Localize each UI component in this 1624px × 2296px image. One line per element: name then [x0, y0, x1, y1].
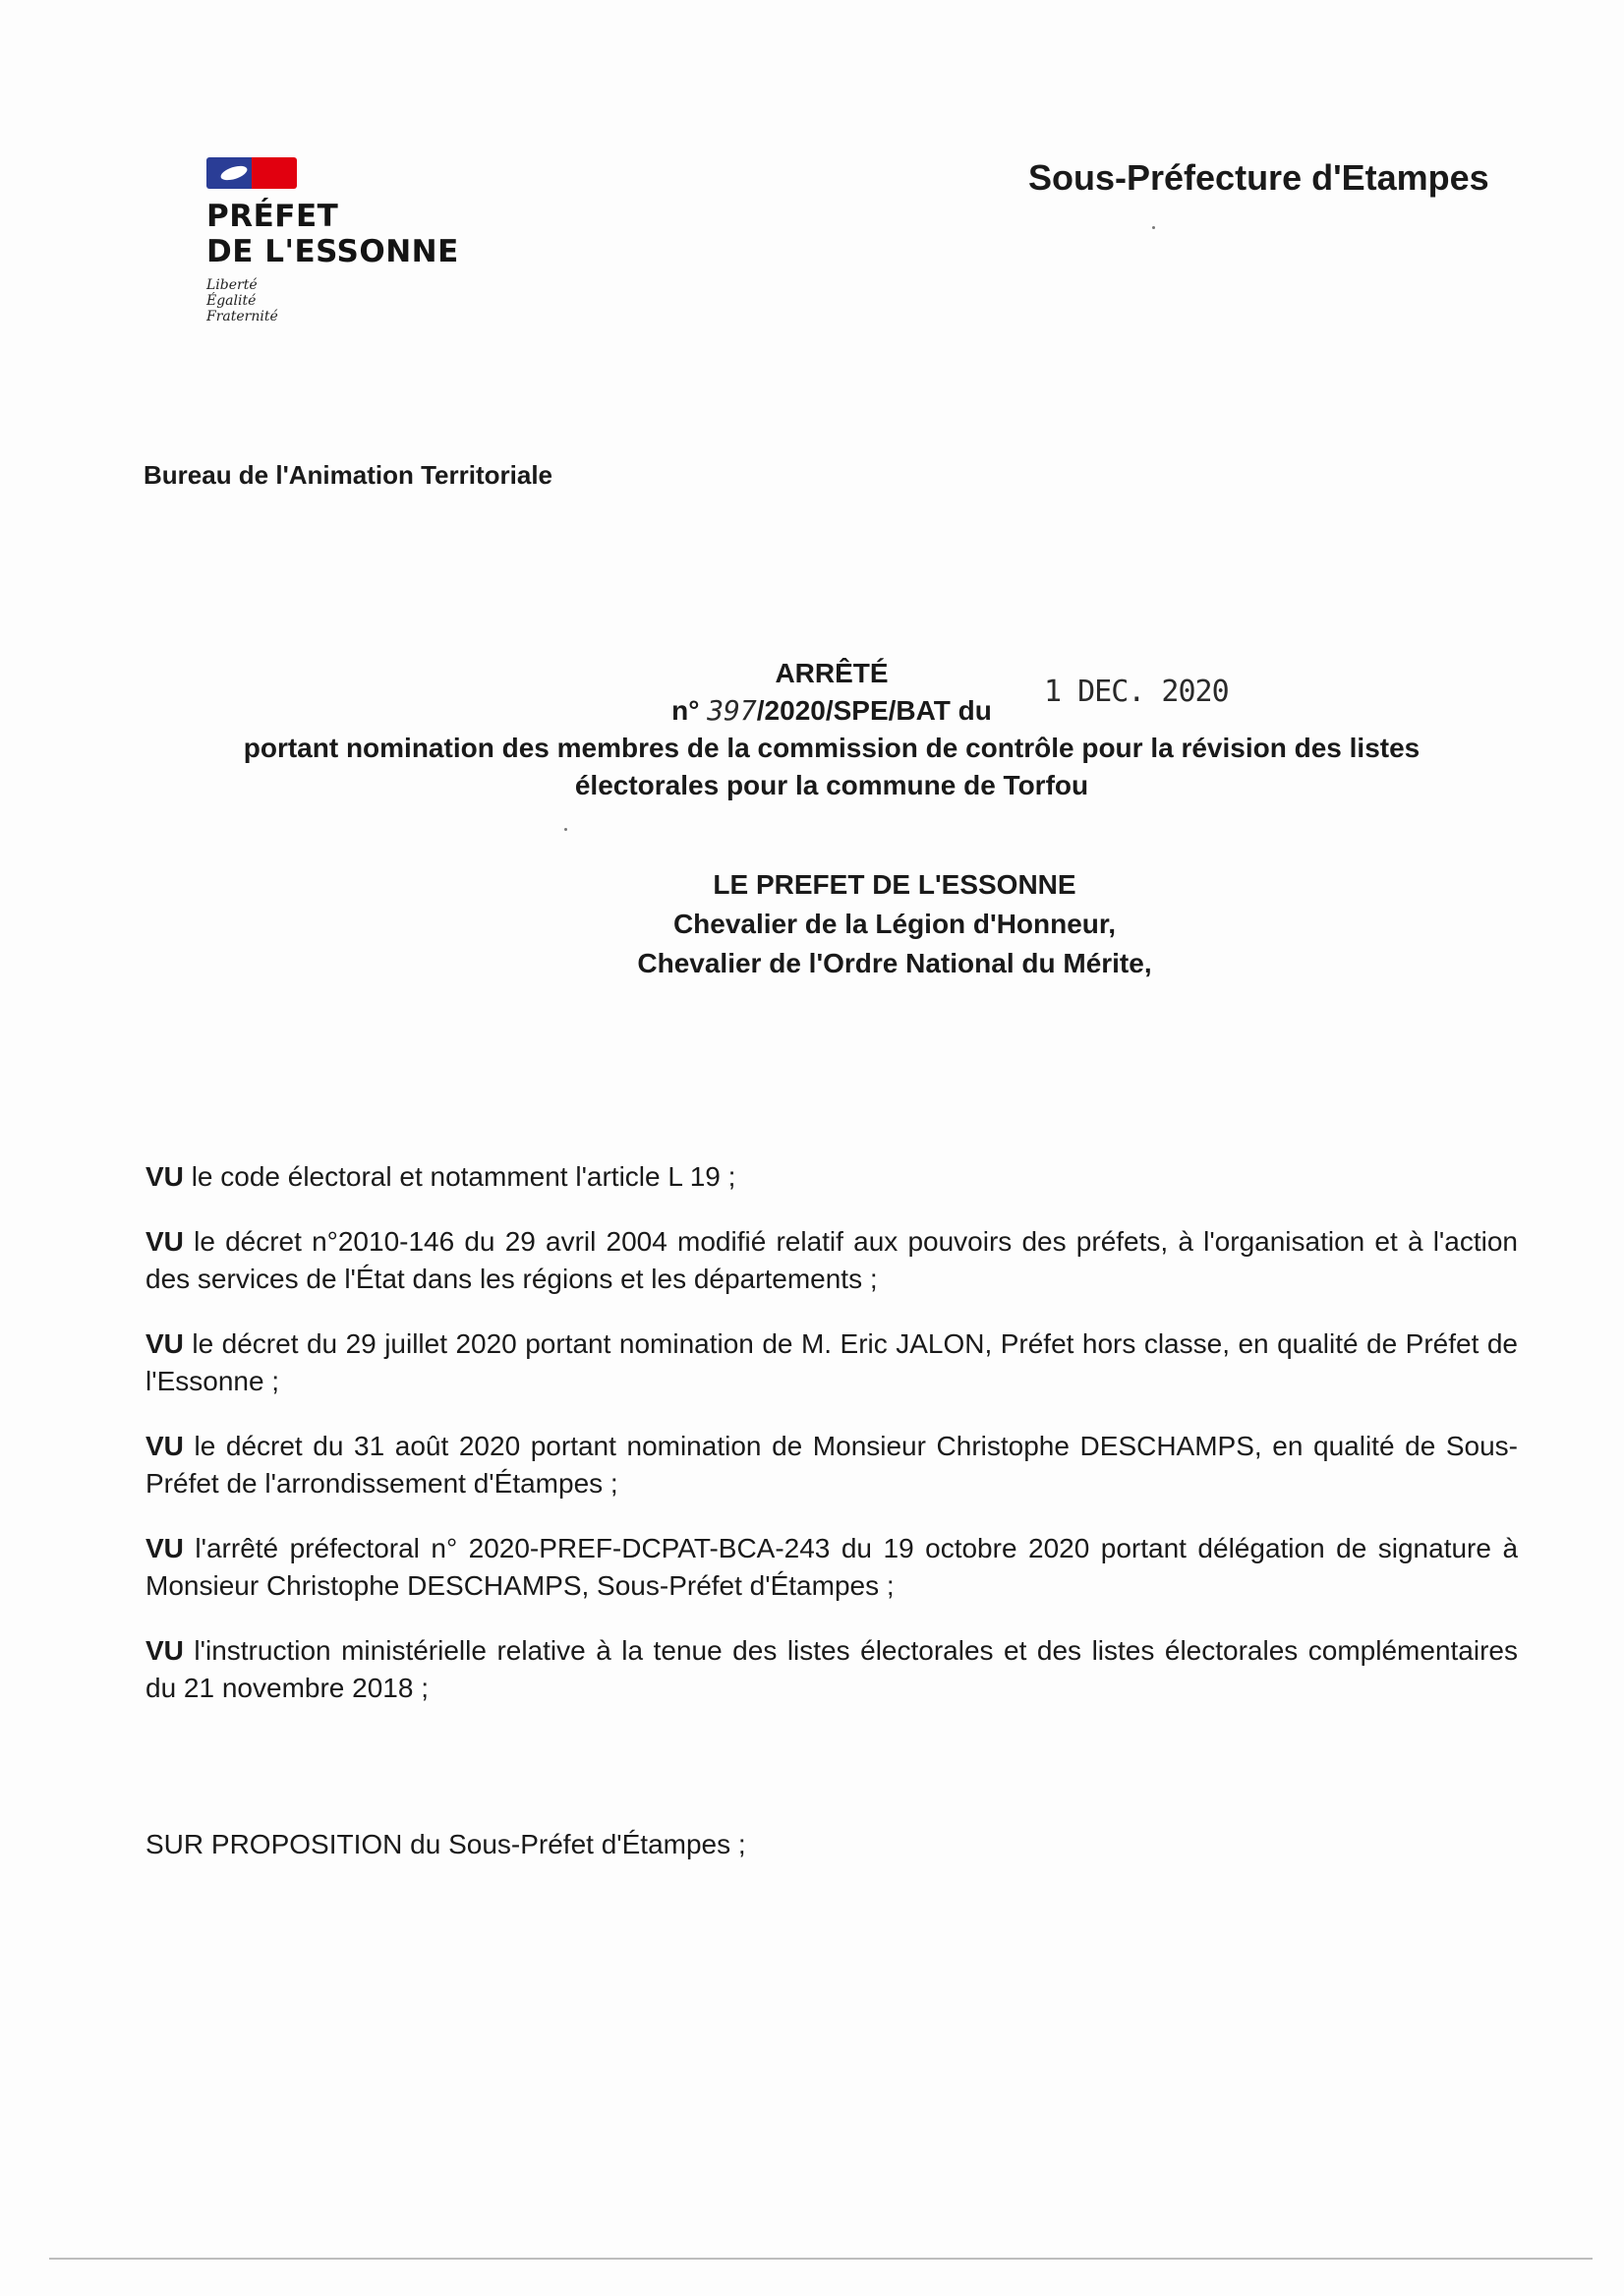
proposition-line: SUR PROPOSITION du Sous-Préfet d'Étampes ;: [145, 1829, 746, 1859]
arrete-title: ARRÊTÉ: [775, 658, 889, 688]
prefecture-logo: [206, 157, 501, 324]
vu-item: [145, 1632, 1518, 1707]
vu-lead: VU: [145, 1226, 184, 1257]
vu-text: le décret du 31 août 2020 portant nomination de Monsieur Christophe DESCHAMPS, en qualité de Sous-Préfet de l'arrondissement d'Étampes ;: [145, 1431, 1518, 1499]
logo-line-essonne: DE L'ESSONNE: [206, 234, 459, 269]
prefet-line3: Chevalier de l'Ordre National du Mérite,: [637, 948, 1152, 978]
vu-lead: VU: [145, 1431, 184, 1461]
scan-speck: [1152, 226, 1155, 229]
devise-liberte: Liberté: [206, 277, 258, 293]
vu-item: [145, 1223, 1518, 1298]
vu-text: le décret n°2010-146 du 29 avril 2004 modifié relatif aux pouvoirs des préfets, à l'organisation et à l'action des services de l'État dans les régions et les départements ;: [145, 1226, 1518, 1294]
arrete-number-suffix: /2020/SPE/BAT du: [756, 695, 992, 726]
marianne-flag-icon: [206, 157, 297, 189]
arrete-number-prefix: n°: [671, 695, 700, 726]
devise-egalite: Égalité: [206, 293, 257, 309]
arrete-date-stamp: 1 DEC. 2020: [1044, 675, 1229, 709]
prefet-line2: Chevalier de la Légion d'Honneur,: [672, 909, 1117, 939]
vu-lead: VU: [145, 1328, 184, 1359]
vu-text: le code électoral et notamment l'article L 19 ;: [191, 1161, 736, 1192]
scan-bottom-edge: [49, 2258, 1593, 2260]
issuer-name: Sous-Préfecture d'Etampes: [1028, 157, 1489, 198]
vu-text: le décret du 29 juillet 2020 portant nomination de M. Eric JALON, Préfet hors classe, en qualité de Préfet de l'Essonne ;: [145, 1328, 1519, 1396]
vu-item: [145, 1158, 1518, 1196]
devise-fraternite: Fraternité: [206, 309, 278, 324]
arrete-subject-line2: électorales pour la commune de Torfou: [574, 770, 1089, 800]
vu-list: [145, 1158, 1518, 1735]
vu-item: [145, 1325, 1518, 1400]
logo-line-prefet: PRÉFET: [206, 199, 339, 234]
vu-text: l'arrêté préfectoral n° 2020-PREF-DCPAT-BCA-243 du 19 octobre 2020 portant délégation de signature à Monsieur Christophe DESCHAMPS, Sous-Préfet d'Étampes ;: [145, 1533, 1519, 1601]
arrete-number: [193, 692, 1471, 730]
arrete-title-block: [193, 655, 1471, 804]
arrete-subject-line1: portant nomination des membres de la commission de contrôle pour la révision des listes: [243, 733, 1421, 763]
arrete-number-handwritten: 397: [707, 694, 757, 727]
prefet-title-block: [551, 865, 1239, 983]
vu-lead: VU: [145, 1635, 184, 1666]
vu-text: l'instruction ministérielle relative à la tenue des listes électorales et des listes électorales complémentaires du 21 novembre 2018 ;: [145, 1635, 1518, 1703]
devise: [206, 277, 501, 324]
bureau-name: Bureau de l'Animation Territoriale: [144, 460, 552, 490]
scan-speck: [564, 828, 567, 831]
prefet-line1: LE PREFET DE L'ESSONNE: [713, 869, 1076, 900]
vu-item: [145, 1530, 1518, 1605]
vu-lead: VU: [145, 1533, 184, 1563]
vu-item: [145, 1428, 1518, 1502]
vu-lead: VU: [145, 1161, 184, 1192]
